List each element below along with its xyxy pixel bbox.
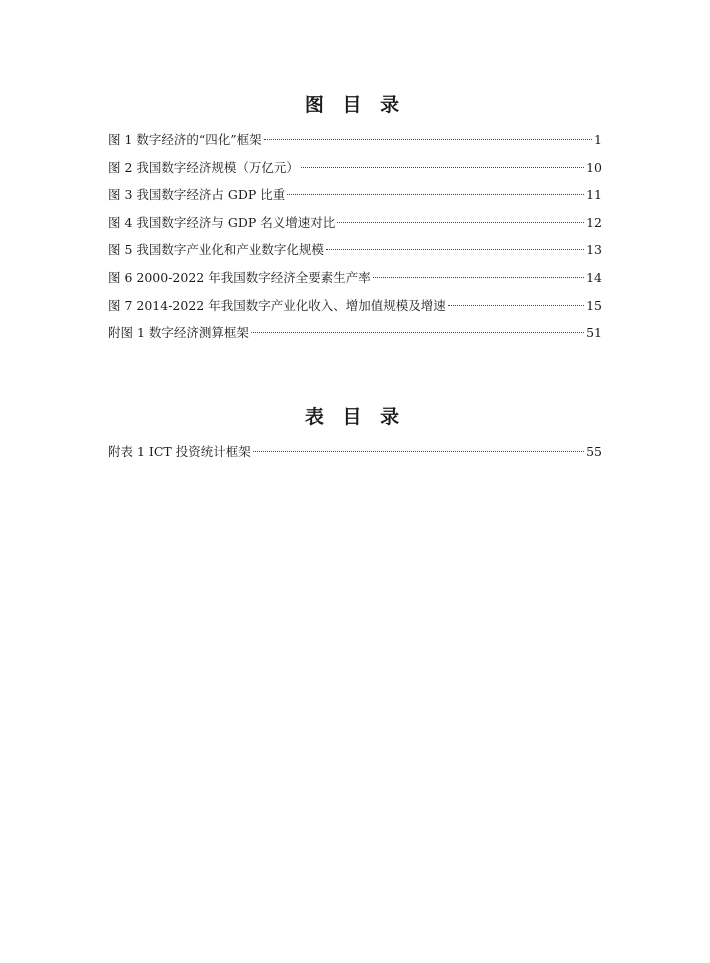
- toc-entry-appendix-table-1[interactable]: [108, 438, 602, 466]
- toc-entry-figure-6[interactable]: [108, 264, 602, 292]
- dot-leader: [337, 222, 584, 223]
- toc-entry-label: 图 3 我国数字经济占 GDP 比重: [108, 187, 286, 203]
- toc-entry-appendix-figure-1[interactable]: [108, 319, 602, 347]
- toc-entry-page: 14: [586, 269, 602, 285]
- toc-entry-page: 15: [586, 297, 602, 313]
- toc-entry-figure-4[interactable]: [108, 209, 602, 237]
- toc-entry-page: 55: [586, 444, 602, 459]
- toc-entry-label: 附图 1 数字经济测算框架: [108, 325, 249, 341]
- dot-leader: [301, 167, 584, 168]
- toc-entry-figure-5[interactable]: [108, 236, 602, 264]
- toc-entry-page: 13: [586, 242, 602, 258]
- toc-entry-label: 图 7 2014-2022 年我国数字产业化收入、增加值规模及增速: [108, 297, 446, 313]
- toc-entry-label: 图 2 我国数字经济规模（万亿元）: [108, 159, 299, 175]
- list-of-figures: [108, 90, 602, 347]
- tables-toc: [108, 438, 602, 466]
- dot-leader: [253, 451, 584, 452]
- dot-leader: [373, 277, 584, 278]
- toc-entry-page: 12: [586, 214, 602, 230]
- dot-leader: [326, 249, 584, 250]
- figures-heading: 图 目 录: [304, 94, 406, 116]
- toc-entry-page: 10: [586, 159, 602, 175]
- tables-heading: 表 目 录: [304, 406, 406, 428]
- dot-leader: [448, 305, 584, 306]
- toc-entry-label: 图 5 我国数字产业化和产业数字化规模: [108, 242, 324, 258]
- dot-leader: [264, 139, 592, 140]
- figures-toc: [108, 126, 602, 347]
- dot-leader: [251, 332, 584, 333]
- toc-entry-label: 图 6 2000-2022 年我国数字经济全要素生产率: [108, 269, 371, 285]
- toc-entry-label: 图 1 数字经济的“四化”框架: [108, 132, 262, 147]
- toc-entry-page: 51: [586, 325, 602, 341]
- toc-entry-page: 11: [586, 187, 602, 203]
- toc-entry-page: 1: [594, 132, 602, 147]
- toc-entry-figure-1[interactable]: [108, 126, 602, 154]
- toc-entry-figure-3[interactable]: [108, 181, 602, 209]
- toc-entry-figure-2[interactable]: [108, 154, 602, 182]
- list-of-tables: [108, 402, 602, 466]
- dot-leader: [287, 194, 584, 195]
- toc-entry-label: 图 4 我国数字经济与 GDP 名义增速对比: [108, 214, 336, 230]
- toc-entry-figure-7[interactable]: [108, 292, 602, 320]
- toc-entry-label: 附表 1 ICT 投资统计框架: [108, 444, 251, 459]
